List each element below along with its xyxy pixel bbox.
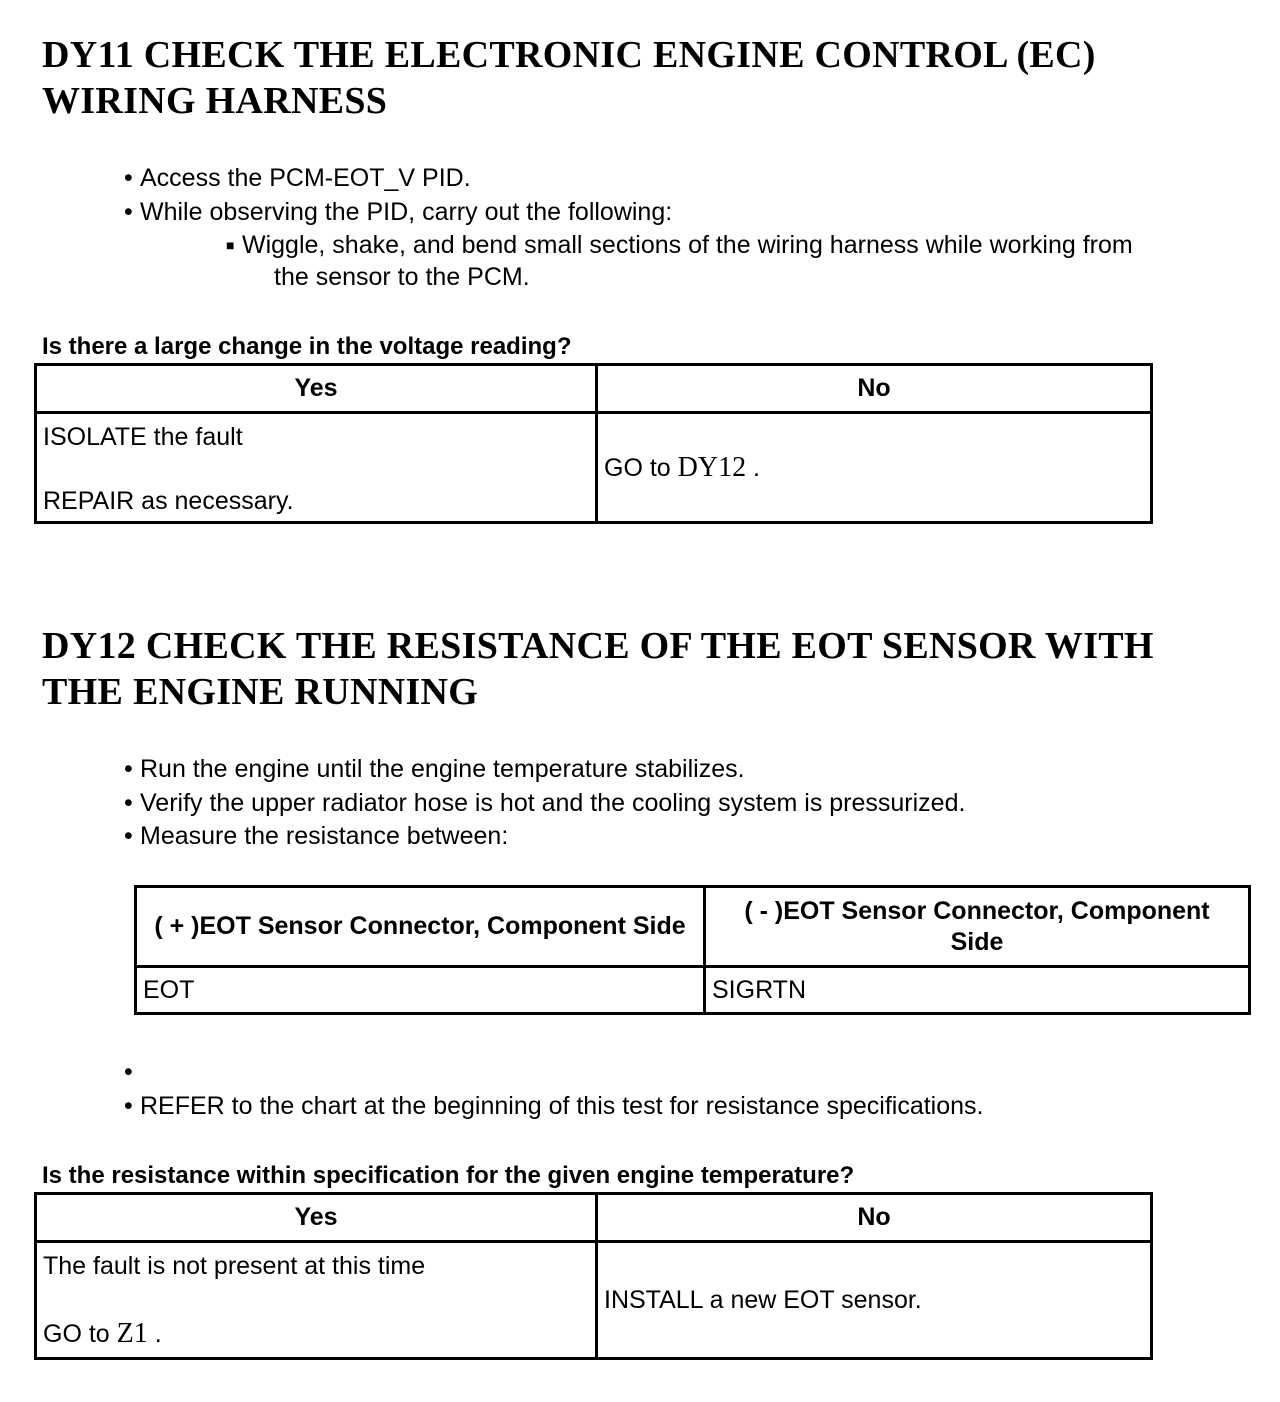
dy12-bullet-2: • Verify the upper radiator hose is hot and the cooling system is pressurized. xyxy=(124,787,965,820)
connector-minus-header: ( - )EOT Sensor Connector, Component Side xyxy=(705,887,1250,967)
no-header: No xyxy=(597,1194,1152,1242)
connector-plus-cell: EOT xyxy=(136,967,705,1014)
dy11-bullet-2: • While observing the PID, carry out the following: xyxy=(124,196,672,229)
dy11-no-cell: GO to DY12 . xyxy=(597,413,1152,523)
bullet-dot-icon: • xyxy=(124,822,133,850)
bullet-dot-icon: • xyxy=(124,1058,133,1086)
yes-header: Yes xyxy=(36,1194,597,1242)
dy12-question: Is the resistance within specification for the given engine temperature? xyxy=(42,1162,855,1189)
bullet-dot-icon: • xyxy=(124,1092,133,1120)
dy12-bullet-refer: • REFER to the chart at the beginning of this test for resistance specifications. xyxy=(124,1090,983,1123)
dy12-bullet-3: • Measure the resistance between: xyxy=(124,820,508,853)
bullet-dot-icon: • xyxy=(124,789,133,817)
dy11-bullet-1: • Access the PCM-EOT_V PID. xyxy=(124,162,471,195)
dy12-bullet-empty xyxy=(124,1056,140,1089)
dy12-heading xyxy=(42,623,1154,715)
dy11-sub-bullet-cont: the sensor to the PCM. xyxy=(274,263,530,291)
dy11-heading-line1: DY11 CHECK THE ELECTRONIC ENGINE CONTROL (EC) xyxy=(42,34,1096,76)
dy11-question: Is there a large change in the voltage reading? xyxy=(42,333,572,360)
dy12-no-cell: INSTALL a new EOT sensor. xyxy=(597,1242,1152,1359)
connector-table xyxy=(134,885,1251,1015)
dy11-heading-line2: WIRING HARNESS xyxy=(42,80,388,122)
dy11-heading xyxy=(42,32,1096,124)
dy12-heading-line1: DY12 CHECK THE RESISTANCE OF THE EOT SENSOR WITH xyxy=(42,625,1154,667)
dy12-heading-line2: THE ENGINE RUNNING xyxy=(42,671,479,713)
bullet-dot-icon: • xyxy=(124,755,133,783)
no-header: No xyxy=(597,365,1152,413)
dy12-result-table xyxy=(34,1192,1153,1360)
dy12-link[interactable]: DY12 xyxy=(677,451,747,483)
bullet-dot-icon: • xyxy=(124,198,133,226)
bullet-dot-icon: • xyxy=(124,164,133,192)
bullet-square-icon: ■ xyxy=(226,237,235,253)
dy12-bullet-1: • Run the engine until the engine temperature stabilizes. xyxy=(124,753,745,786)
connector-plus-header: ( + )EOT Sensor Connector, Component Side xyxy=(136,887,705,967)
yes-header: Yes xyxy=(36,365,597,413)
connector-minus-cell: SIGRTN xyxy=(705,967,1250,1014)
dy11-sub-bullet: ■ Wiggle, shake, and bend small sections of the wiring harness while working from xyxy=(226,229,1266,262)
dy11-result-table xyxy=(34,363,1153,524)
dy11-yes-cell: ISOLATE the fault REPAIR as necessary. xyxy=(36,413,597,523)
dy12-yes-cell: The fault is not present at this time GO to Z1 . xyxy=(36,1242,597,1359)
z1-link[interactable]: Z1 xyxy=(116,1318,148,1349)
